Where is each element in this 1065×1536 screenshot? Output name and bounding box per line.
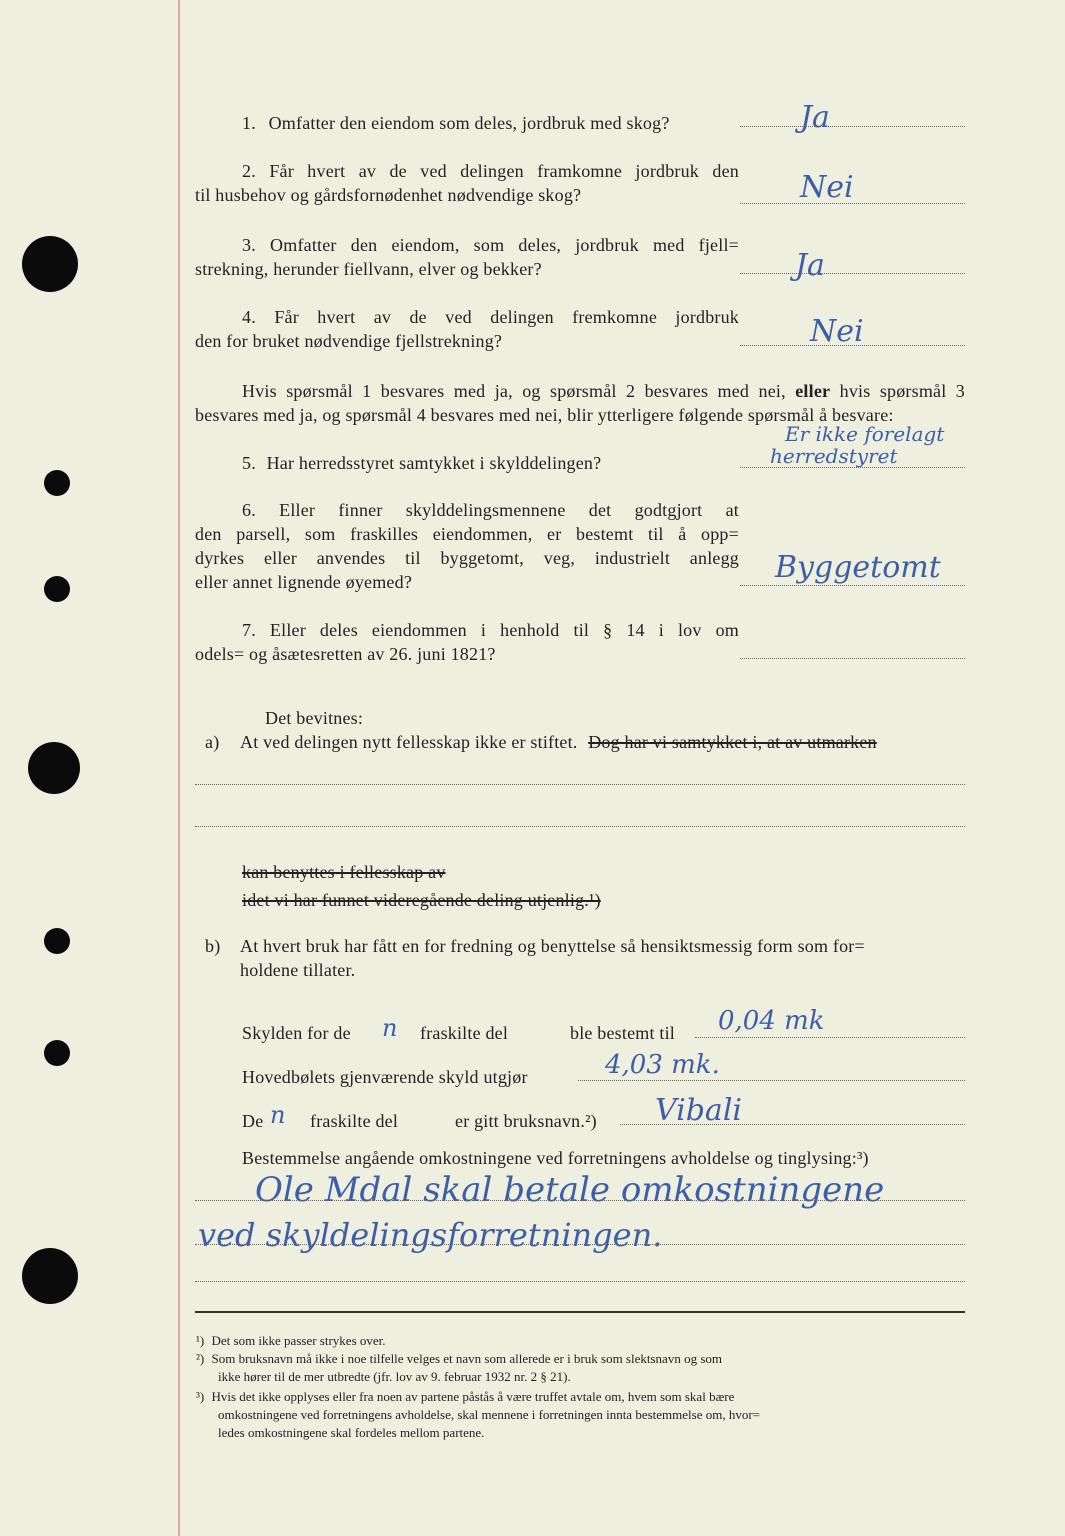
question-2-line-1 [242, 159, 739, 183]
question-text: Får hvert av de ved delingen fremkomne jordbruk [274, 307, 739, 327]
bruksnavn-value: Vibali [655, 1093, 743, 1128]
skyld-label-b: fraskilte del [420, 1023, 509, 1043]
skyld-label-c: ble bestemt til [570, 1023, 675, 1043]
punch-hole [44, 470, 70, 496]
attest-a-text [240, 730, 877, 754]
bestemmelse-label: Bestemmelse angående omkostningene ved forretningens avholdelse og tinglysing:³) [242, 1148, 869, 1168]
hoved-line [578, 1080, 965, 1081]
attest-b-label: b) [205, 936, 221, 956]
answer-handwritten-line-2: herredstyret [770, 444, 898, 468]
blank-line [195, 784, 965, 785]
question-3-line-2: strekning, herunder fiellvann, elver og bekker? [195, 259, 542, 279]
attest-a-struck: Dog har vi samtykket i, at av utmarken [588, 732, 877, 752]
skyld-value: 0,04 mk [718, 1006, 825, 1036]
struck-line-3: idet vi har funnet videregående deling utjenlig.¹) [242, 890, 601, 910]
condition-line-2: besvares med ja, og spørsmål 4 besvares med nei, blir ytterligere følgende spørsmål å besvare: [195, 405, 894, 425]
skyld-handwritten-suffix: n [382, 1014, 398, 1042]
footnote-mark: ¹) [196, 1333, 205, 1348]
question-3-line-1 [242, 233, 739, 257]
question-number: 1. [242, 113, 256, 133]
question-text: Eller finner skylddelingsmennene det godtgjort at [279, 500, 739, 520]
answer-handwritten: Ja [800, 100, 830, 135]
attest-b-line-1: At hvert bruk har fått en for fredning og benyttelse så hensiktsmessig form som for= [240, 936, 865, 956]
question-text: Får hvert av de ved delingen framkomne jordbruk den [269, 161, 739, 181]
hoved-label: Hovedbølets gjenværende skyld utgjør [242, 1067, 528, 1087]
attest-a-statement: At ved delingen nytt fellesskap ikke er stiftet. [240, 732, 578, 752]
answer-line [740, 273, 965, 274]
skyld-line [695, 1037, 965, 1038]
skyld-label-a: Skylden for de [242, 1023, 351, 1043]
question-4-line-2: den for bruket nødvendige fjellstrekning? [195, 331, 503, 351]
punch-hole [22, 236, 78, 292]
answer-line [740, 658, 965, 659]
footnote-3 [196, 1388, 966, 1406]
question-2-line-2: til husbehov og gårdsfornødenhet nødvendige skog? [195, 185, 582, 205]
bestemmelse-handwritten-1: Ole Mdal skal betale omkostningene [255, 1170, 885, 1210]
footnote-text: Det som ikke passer strykes over. [211, 1333, 386, 1348]
answer-handwritten: Nei [800, 170, 854, 205]
question-6-line-2: den parsell, som fraskilles eiendommen, er bestemt til å opp= [195, 524, 739, 544]
question-text: Eller deles eiendommen i henhold til § 14 i lov om [269, 620, 739, 640]
answer-handwritten: Ja [795, 248, 825, 283]
footnote-2 [196, 1350, 966, 1368]
question-number: 2. [242, 161, 256, 181]
punch-hole [28, 742, 80, 794]
question-text: Omfatter den eiendom, som deles, jordbruk med fjell= [270, 235, 740, 255]
de-handwritten-suffix: n [270, 1101, 286, 1129]
punch-hole [44, 576, 70, 602]
bestemmelse-line [195, 1281, 965, 1282]
attest-intro: Det bevitnes: [265, 708, 364, 728]
footnote-text: Hvis det ikke opplyses eller fra noen av partene påstås å være truffet avtale om, hvem som skal bære [211, 1389, 735, 1404]
footnote-mark: ³) [196, 1389, 205, 1404]
question-6-line-1 [242, 498, 739, 522]
footnote-3-cont: ledes omkostningene skal fordeles mellom partene. [218, 1425, 485, 1440]
question-1 [242, 111, 670, 135]
question-number: 7. [242, 620, 256, 640]
footnote-mark: ²) [196, 1351, 205, 1366]
attest-b-line-2: holdene tillater. [240, 960, 356, 980]
question-text: Har herredsstyret samtykket i skylddelingen? [266, 453, 602, 473]
attest-a-label: a) [205, 732, 220, 752]
question-6-line-4: eller annet lignende øyemed? [195, 572, 413, 592]
question-number: 3. [242, 235, 256, 255]
bestemmelse-line [195, 1244, 965, 1245]
de-label-b: fraskilte del [310, 1111, 399, 1131]
question-number: 4. [242, 307, 256, 327]
hoved-value: 4,03 mk. [605, 1050, 720, 1080]
question-7-line-1 [242, 618, 739, 642]
condition-text: hvis spørsmål 3 [839, 381, 966, 401]
de-label-c: er gitt bruksnavn.²) [455, 1111, 597, 1131]
margin-line [178, 0, 180, 1536]
question-6-line-3: dyrkes eller anvendes til byggetomt, veg, industrielt anlegg [195, 548, 739, 568]
question-4-line-1 [242, 305, 739, 329]
question-number: 5. [242, 453, 256, 473]
footnote-divider [195, 1311, 965, 1313]
answer-handwritten: Nei [810, 314, 864, 349]
de-label-a: De [242, 1111, 264, 1131]
footnote-1 [196, 1332, 386, 1350]
bestemmelse-handwritten-2: ved skyldelingsforretningen. [198, 1216, 663, 1254]
answer-handwritten: Byggetomt [775, 550, 941, 585]
footnote-text: Som bruksnavn må ikke i noe tilfelle velges et navn som allerede er i bruk som slektsnavn og som [211, 1351, 722, 1366]
condition-text: Hvis spørsmål 1 besvares med ja, og spørsmål 2 besvares med nei, [242, 381, 786, 401]
struck-line-2: kan benyttes i fellesskap av [242, 862, 446, 882]
question-7-line-2: odels= og åsætesretten av 26. juni 1821? [195, 644, 496, 664]
question-text: Omfatter den eiendom som deles, jordbruk med skog? [268, 113, 670, 133]
bestemmelse-line [195, 1200, 965, 1201]
answer-handwritten-line-1: Er ikke forelagt [785, 422, 945, 446]
question-5 [242, 451, 601, 475]
answer-line [740, 585, 965, 586]
question-number: 6. [242, 500, 256, 520]
footnote-3-cont: omkostningene ved forretningens avholdelse, skal mennene i forretningen innta bestemmelse om, hvor= [218, 1407, 760, 1422]
punch-hole [44, 928, 70, 954]
footnote-2-cont: ikke hører til de mer utbredte (jfr. lov av 9. februar 1932 nr. 2 § 21). [218, 1369, 571, 1384]
condition-line-1 [242, 379, 965, 403]
blank-line [195, 826, 965, 827]
answer-line [740, 126, 965, 127]
condition-bold: eller [795, 381, 831, 401]
punch-hole [22, 1248, 78, 1304]
punch-hole [44, 1040, 70, 1066]
